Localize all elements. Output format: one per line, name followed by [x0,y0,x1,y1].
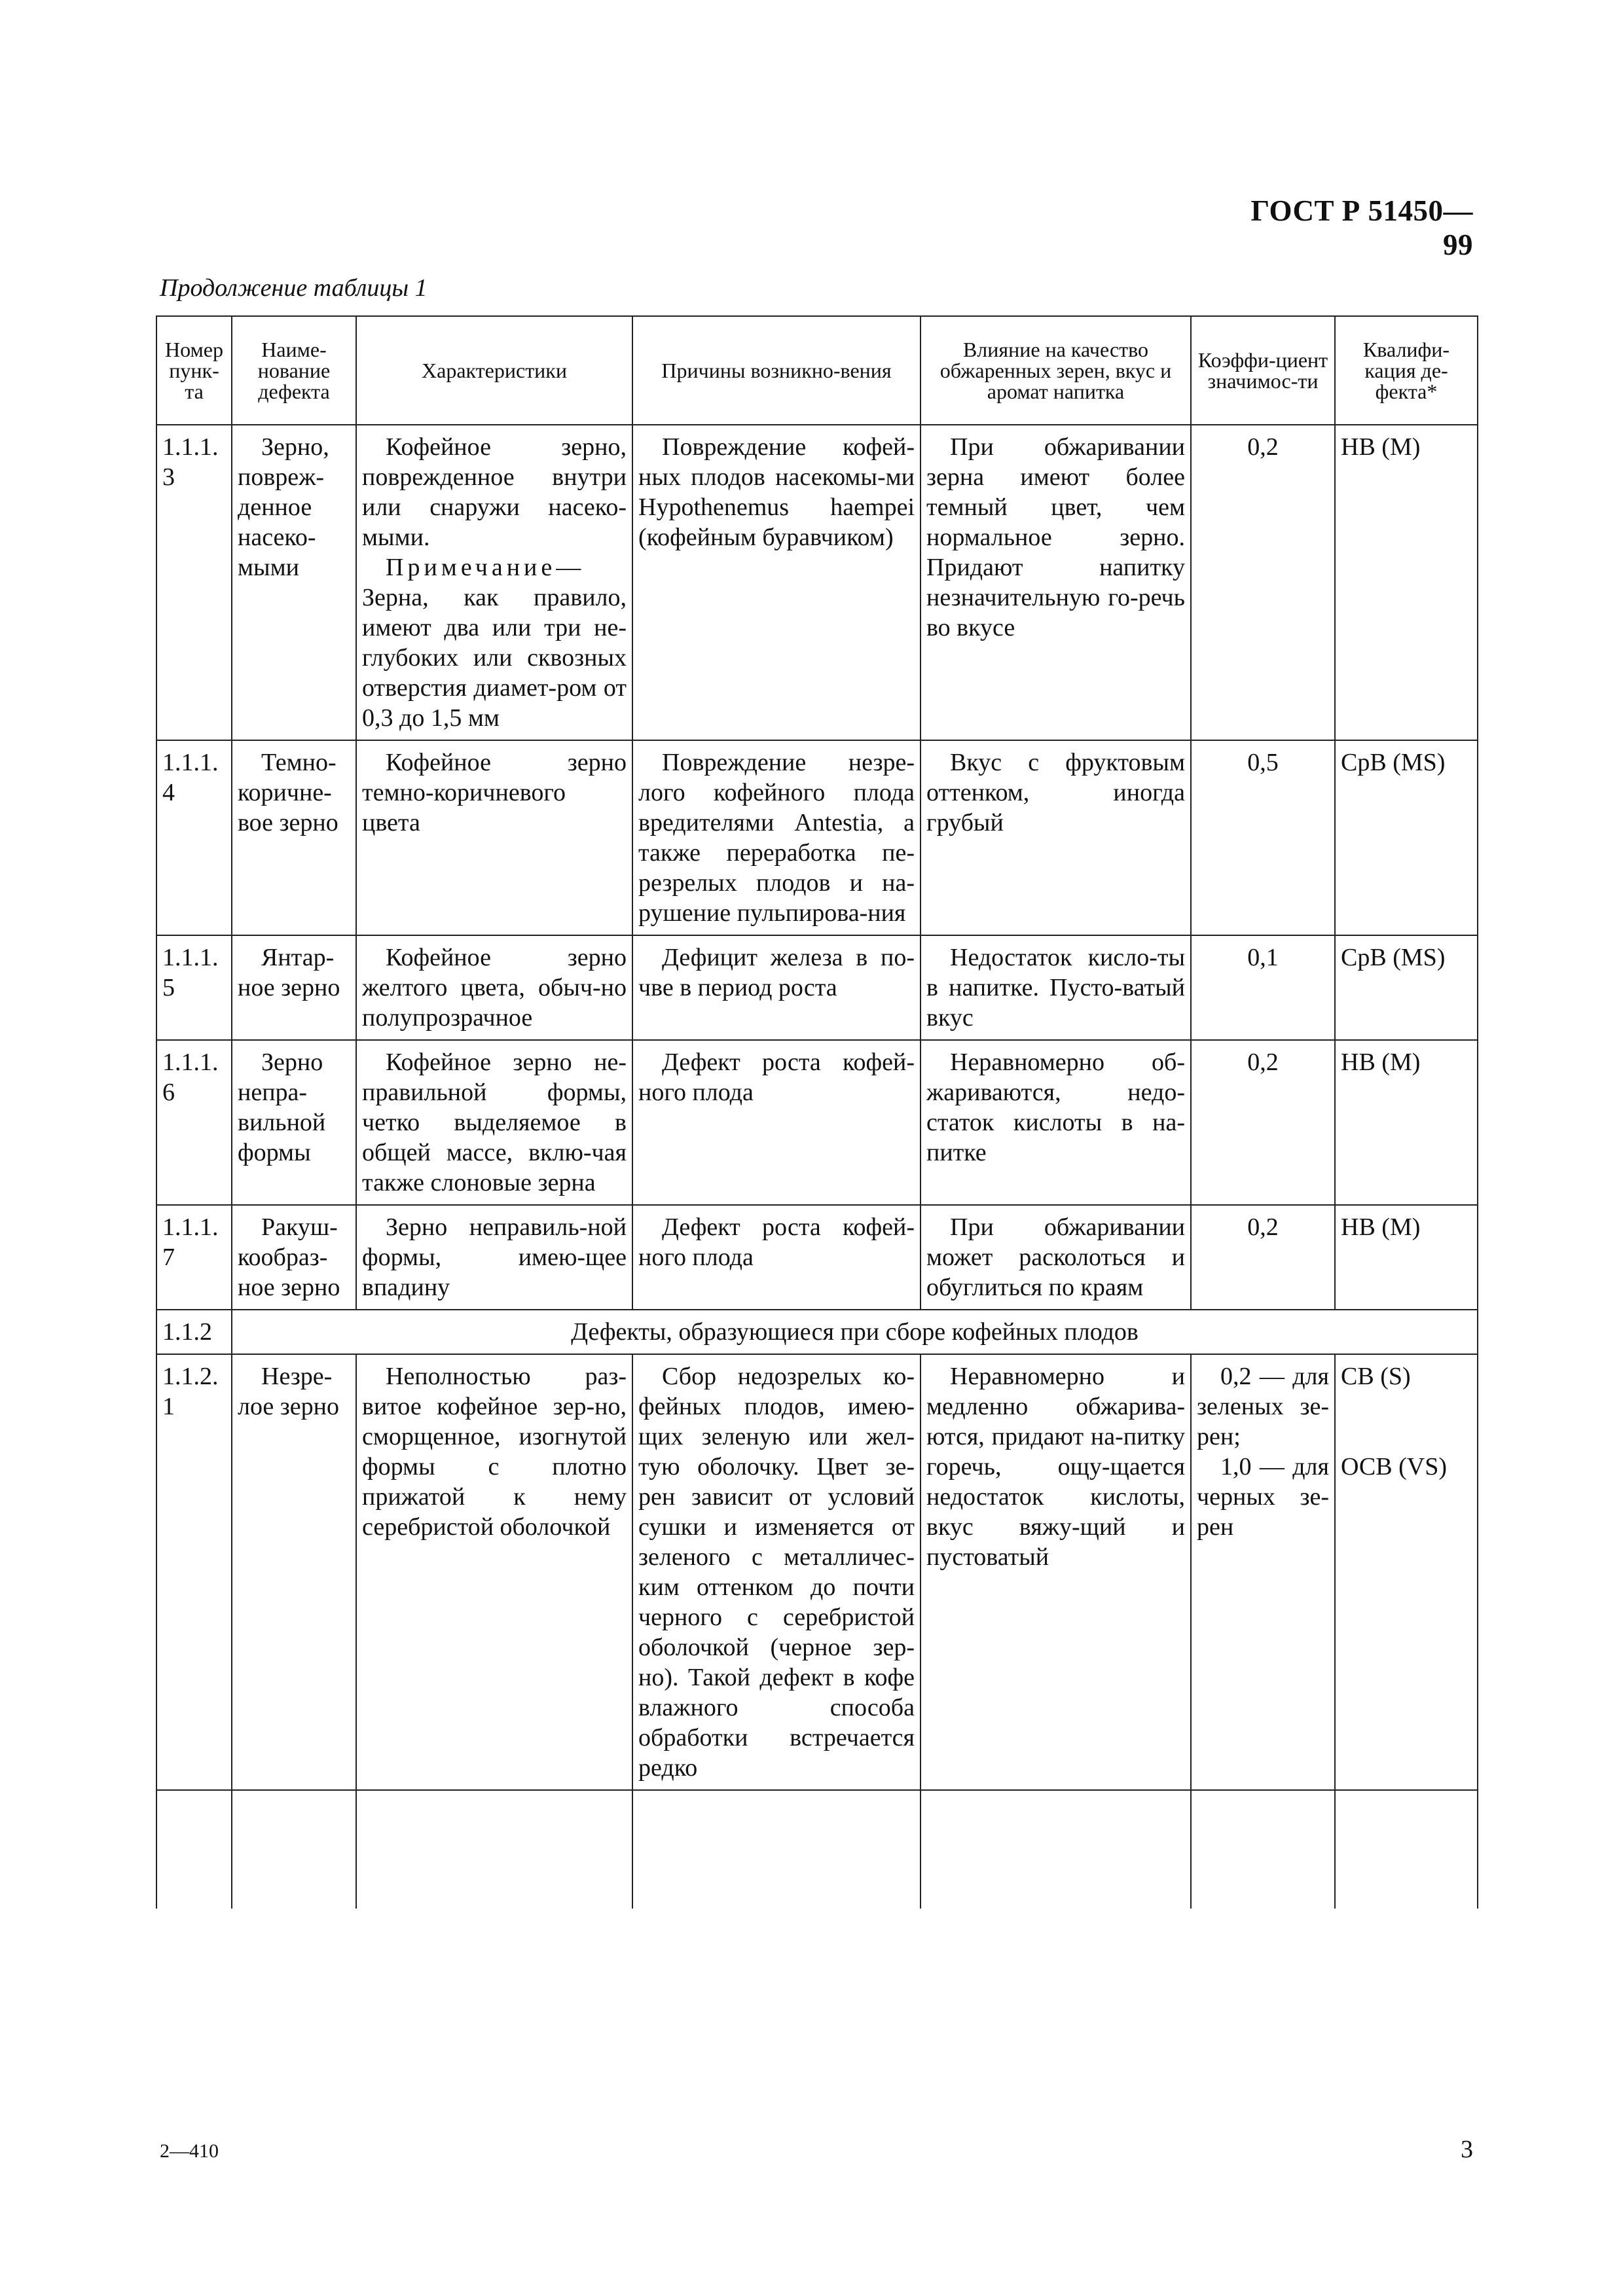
table-row [156,1040,1478,1205]
col-header-coefficient: Коэффи-циент значимос-ти [1191,316,1335,425]
qualification: НВ (М) [1335,1040,1478,1205]
col-header-defect-name: Наиме-нование дефекта [232,316,356,425]
qualification: СрВ (MS) [1335,935,1478,1040]
cause: Повреждение незре-лого кофейного плода вредителями Antestia, а также переработка пе-резрелых плодов и на-рушение пульпирова-ния [632,740,921,935]
coefficient: 0,2 [1191,425,1335,740]
col-header-characteristics: Характеристики [356,316,632,425]
coefficient-black: 1,0 — для черных зе-рен [1197,1453,1329,1541]
col-header-effect: Влияние на качество обжаренных зерен, вкус и аромат напитка [921,316,1191,425]
table-row [156,935,1478,1040]
table-caption: Продолжение таблицы 1 [160,274,428,302]
characteristics [356,425,632,740]
characteristics: Зерно неправиль-ной формы, имею-щее впадину [356,1205,632,1310]
qualification-green: СВ (S) [1341,1363,1411,1390]
defect-name: Зерно, повреж-денное насеко-мыми [232,425,356,740]
row-number: 1.1.1.6 [156,1040,232,1205]
section-title: Дефекты, образующиеся при сборе кофейных плодов [232,1310,1478,1354]
section-number: 1.1.2 [156,1310,232,1354]
characteristics: Кофейное зерно темно-коричневого цвета [356,740,632,935]
defect-name: Ракуш-кообраз-ное зерно [232,1205,356,1310]
row-number: 1.1.1.3 [156,425,232,740]
row-number: 1.1.2.1 [156,1354,232,1790]
coefficient: 0,2 [1191,1040,1335,1205]
qualification: НВ (М) [1335,425,1478,740]
col-header-qualification: Квалифи-кация де-фекта* [1335,316,1478,425]
cause: Дефект роста кофей-ного плода [632,1040,921,1205]
coefficient: 0,5 [1191,740,1335,935]
table-row [156,1354,1478,1790]
cause: Дефицит железа в по-чве в период роста [632,935,921,1040]
footer-code: 2—410 [160,2140,219,2162]
characteristics: Неполностью раз-витое кофейное зер-но, сморщенное, изогнутой формы с плотно прижатой к нему серебристой оболочкой [356,1354,632,1790]
row-number: 1.1.1.5 [156,935,232,1040]
defect-name: Зерно непра-вильной формы [232,1040,356,1205]
cause: Повреждение кофей-ных плодов насекомы-ми Hypothenemus haempei (кофейным буравчиком) [632,425,921,740]
row-number: 1.1.1.4 [156,740,232,935]
characteristics: Кофейное зерно желтого цвета, обыч-но полупрозрачное [356,935,632,1040]
defect-name: Янтар-ное зерно [232,935,356,1040]
table-row [156,1205,1478,1310]
characteristics-text: Кофейное зерно, поврежденное внутри или снаружи насеко-мыми. [362,433,627,551]
table-row [156,425,1478,740]
effect: При обжаривании может расколоться и обуглиться по краям [921,1205,1191,1310]
qualification-black: ОСВ (VS) [1341,1453,1447,1480]
coefficient [1191,1354,1335,1790]
effect: При обжаривании зерна имеют более темный цвет, чем нормальное зерно. Придают напитку незначительную го-речь во вкусе [921,425,1191,740]
effect: Неравномерно и медленно обжарива-ются, придают на-питку горечь, ощу-щается недостаток кислоты, вкус вяжу-щий и пустоватый [921,1354,1191,1790]
table-row [156,740,1478,935]
defect-name: Незре-лое зерно [232,1354,356,1790]
row-number: 1.1.1.7 [156,1205,232,1310]
section-row [156,1310,1478,1354]
page-number: 3 [1461,2136,1473,2163]
effect: Неравномерно об-жариваются, недо-статок кислоты в на-питке [921,1040,1191,1205]
qualification: СрВ (MS) [1335,740,1478,935]
cause: Сбор недозрелых ко-фейных плодов, имею-щих зеленую или жел-тую оболочку. Цвет зе-рен зависит от условий сушки и изменяется от зеленого с металличес-ким оттенком до почти черного с серебристой оболочкой (черное зер-но). Такой дефект в кофе влажного способа обработки встречается редко [632,1354,921,1790]
col-header-causes: Причины возникно-вения [632,316,921,425]
col-header-number: Номер пунк-та [156,316,232,425]
effect: Вкус с фруктовым оттенком, иногда грубый [921,740,1191,935]
table-header-row [156,316,1478,425]
coefficient: 0,2 [1191,1205,1335,1310]
coefficient-green: 0,2 — для зеленых зе-рен; [1197,1363,1329,1450]
document-header: ГОСТ Р 51450—99 [1250,194,1473,261]
characteristics: Кофейное зерно не-правильной формы, четко выделяемое в общей массе, вклю-чая также слоновые зерна [356,1040,632,1205]
effect: Недостаток кисло-ты в напитке. Пусто-ватый вкус [921,935,1191,1040]
continuation-row [156,1790,1478,1909]
coefficient: 0,1 [1191,935,1335,1040]
defect-name: Темно-коричне-вое зерно [232,740,356,935]
qualification: НВ (М) [1335,1205,1478,1310]
note-heading: Примечание— [386,554,585,581]
note-text: Зерна, как правило, имеют два или три не-глубоких или сквозных отверстия диамет-ром от 0,3 до 1,5 мм [362,584,627,732]
defects-table [156,315,1478,1909]
cause: Дефект роста кофей-ного плода [632,1205,921,1310]
qualification [1335,1354,1478,1790]
